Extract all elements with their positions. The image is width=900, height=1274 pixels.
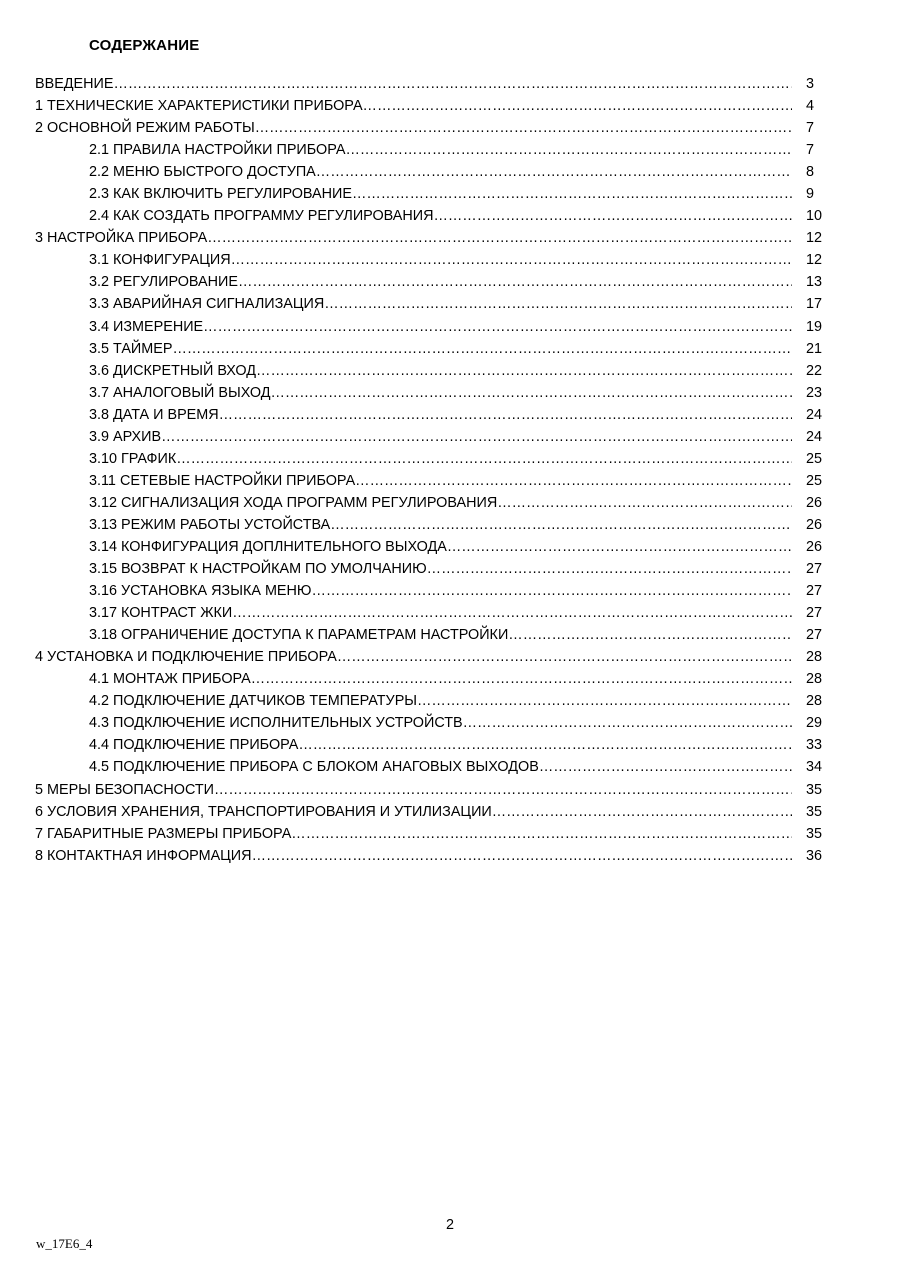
- toc-entry-page: 26: [806, 494, 823, 511]
- toc-entry-label: 3.3 АВАРИЙНАЯ СИГНАЛИЗАЦИЯ: [89, 296, 325, 313]
- toc-entry-line: [89, 161, 792, 183]
- toc-entry-line: [35, 227, 792, 249]
- toc-entry-page: 3: [806, 76, 815, 92]
- toc-entry[interactable]: [0, 536, 900, 558]
- toc-entry-label: 3.17 КОНТРАСТ ЖКИ: [89, 605, 233, 622]
- toc-dot-leader: [355, 470, 792, 492]
- toc-entry-label: 3 НАСТРОЙКА ПРИБОРА: [35, 230, 208, 247]
- toc-entry-line: [89, 183, 792, 205]
- toc-dot-leader: [434, 205, 792, 227]
- toc-entry[interactable]: [0, 293, 900, 315]
- toc-entry-line: [35, 801, 792, 823]
- toc-entry-label: 3.13 РЕЖИМ РАБОТЫ УСТОЙСТВА: [89, 516, 331, 533]
- toc-entry-label: 4 УСТАНОВКА И ПОДКЛЮЧЕНИЕ ПРИБОРА: [35, 649, 337, 666]
- toc-dot-leader: [492, 801, 792, 823]
- toc-entry[interactable]: [0, 183, 900, 205]
- toc-entry[interactable]: [0, 161, 900, 183]
- toc-entry[interactable]: [0, 271, 900, 293]
- toc-dot-leader: [172, 338, 792, 360]
- toc-entry-page: 13: [806, 274, 823, 291]
- toc-entry-line: [89, 139, 792, 161]
- toc-entry-page: 28: [806, 693, 823, 710]
- toc-entry-page: 23: [806, 384, 823, 401]
- toc-dot-leader: [508, 624, 792, 646]
- toc-entry-label: 1 ТЕХНИЧЕСКИЕ ХАРАКТЕРИСТИКИ ПРИБОРА: [35, 98, 363, 115]
- toc-entry-label: 2.3 КАК ВКЛЮЧИТЬ РЕГУЛИРОВАНИЕ: [89, 186, 352, 203]
- toc-entry[interactable]: [0, 646, 900, 668]
- toc-dot-leader: [255, 117, 792, 139]
- toc-dot-leader: [219, 404, 792, 426]
- toc-entry-line: [89, 624, 792, 646]
- toc-entry-page: 22: [806, 362, 823, 379]
- toc-entry-label: 3.15 ВОЗВРАТ К НАСТРОЙКАМ ПО УМОЛЧАНИЮ: [89, 561, 427, 578]
- toc-dot-leader: [207, 227, 792, 249]
- toc-entry-page: 35: [806, 781, 823, 798]
- toc-entry-label: 3.14 КОНФИГУРАЦИЯ ДОПЛНИТЕЛЬНОГО ВЫХОДА: [89, 538, 447, 555]
- toc-entry[interactable]: [0, 139, 900, 161]
- toc-dot-leader: [203, 316, 792, 338]
- toc-entry-label: 5 МЕРЫ БЕЗОПАСНОСТИ: [35, 781, 215, 798]
- toc-dot-leader: [352, 183, 792, 205]
- toc-entry-page: 24: [806, 428, 823, 445]
- toc-entry[interactable]: [0, 558, 900, 580]
- toc-entry[interactable]: [0, 580, 900, 602]
- toc-entry-page: 25: [806, 472, 823, 489]
- toc-entry-page: 34: [806, 759, 823, 776]
- toc-entry-page: 27: [806, 583, 823, 600]
- toc-entry-label: 4.5 ПОДКЛЮЧЕНИЕ ПРИБОРА С БЛОКОМ АНАГОВЫХ ВЫХОДОВ: [89, 759, 539, 776]
- toc-entry[interactable]: [0, 779, 900, 801]
- toc-entry-page: 9: [806, 186, 815, 203]
- toc-entry-label: 8 КОНТАКТНАЯ ИНФОРМАЦИЯ: [35, 847, 252, 864]
- toc-dot-leader: [324, 293, 792, 315]
- table-of-contents: [0, 73, 900, 867]
- toc-entry-label: 4.1 МОНТАЖ ПРИБОРА: [89, 671, 251, 688]
- toc-entry-label: 4.2 ПОДКЛЮЧЕНИЕ ДАТЧИКОВ ТЕМПЕРАТУРЫ: [89, 693, 418, 710]
- toc-entry-line: [35, 117, 792, 139]
- toc-entry-page: 12: [806, 230, 823, 247]
- toc-dot-leader: [417, 690, 792, 712]
- toc-entry-label: 4.4 ПОДКЛЮЧЕНИЕ ПРИБОРА: [89, 737, 299, 754]
- toc-entry-line: [89, 668, 792, 690]
- toc-entry[interactable]: [0, 117, 900, 139]
- toc-entry[interactable]: [0, 492, 900, 514]
- toc-entry-page: 21: [806, 340, 823, 357]
- toc-entry-label: 3.9 АРХИВ: [89, 428, 162, 445]
- toc-entry-label: 3.6 ДИСКРЕТНЫЙ ВХОД: [89, 362, 257, 379]
- toc-entry-page: 33: [806, 737, 823, 754]
- toc-entry-label: 3.2 РЕГУЛИРОВАНИЕ: [89, 274, 238, 291]
- toc-entry[interactable]: [0, 338, 900, 360]
- toc-entry-page: 7: [806, 142, 815, 159]
- toc-dot-leader: [232, 602, 792, 624]
- toc-entry-page: 26: [806, 538, 823, 555]
- toc-entry[interactable]: [0, 602, 900, 624]
- toc-entry[interactable]: [0, 470, 900, 492]
- toc-dot-leader: [363, 95, 792, 117]
- toc-entry-page: 12: [806, 252, 823, 269]
- toc-entry-label: 3.16 УСТАНОВКА ЯЗЫКА МЕНЮ: [89, 583, 312, 600]
- toc-dot-leader: [291, 823, 792, 845]
- toc-entry-line: [89, 734, 792, 756]
- toc-entry-page: 27: [806, 605, 823, 622]
- toc-entry-label: 2 ОСНОВНОЙ РЕЖИМ РАБОТЫ: [35, 120, 255, 137]
- toc-dot-leader: [337, 646, 792, 668]
- toc-entry[interactable]: [0, 668, 900, 690]
- toc-entry-label: 3.1 КОНФИГУРАЦИЯ: [89, 252, 231, 269]
- toc-entry-line: [89, 271, 792, 293]
- page-number: 2: [445, 1217, 454, 1233]
- toc-entry-label: 3.7 АНАЛОГОВЫЙ ВЫХОД: [89, 384, 271, 401]
- toc-entry[interactable]: [0, 73, 900, 95]
- toc-entry-label: 3.4 ИЗМЕРЕНИЕ: [89, 318, 204, 335]
- toc-entry-line: [35, 646, 792, 668]
- toc-entry-line: [35, 95, 792, 117]
- toc-entry-line: [35, 73, 792, 95]
- toc-entry[interactable]: [0, 316, 900, 338]
- toc-entry-line: [89, 690, 792, 712]
- toc-entry[interactable]: [0, 690, 900, 712]
- toc-dot-leader: [270, 382, 792, 404]
- toc-entry[interactable]: [0, 205, 900, 227]
- toc-entry-page: 24: [806, 406, 823, 423]
- toc-entry-label: 2.2 МЕНЮ БЫСТРОГО ДОСТУПА: [89, 164, 316, 181]
- toc-entry[interactable]: [0, 845, 900, 867]
- toc-entry-line: [89, 492, 792, 514]
- toc-entry-label: 3.11 СЕТЕВЫЕ НАСТРОЙКИ ПРИБОРА: [89, 472, 356, 489]
- toc-entry-line: [35, 823, 792, 845]
- toc-title: СОДЕРЖАНИЕ: [89, 37, 200, 54]
- toc-dot-leader: [251, 668, 792, 690]
- toc-entry-label: ВВЕДЕНИЕ: [35, 76, 114, 92]
- toc-entry[interactable]: [0, 95, 900, 117]
- toc-entry-line: [89, 382, 792, 404]
- toc-entry-line: [89, 448, 792, 470]
- toc-entry-page: 29: [806, 715, 823, 732]
- toc-dot-leader: [161, 426, 792, 448]
- toc-entry[interactable]: [0, 514, 900, 536]
- toc-entry-page: 8: [806, 164, 815, 181]
- toc-dot-leader: [497, 492, 792, 514]
- toc-dot-leader: [252, 845, 792, 867]
- toc-entry-line: [89, 580, 792, 602]
- toc-entry-line: [89, 426, 792, 448]
- toc-entry-label: 2.4 КАК СОЗДАТЬ ПРОГРАММУ РЕГУЛИРОВАНИЯ: [89, 208, 434, 225]
- toc-entry-line: [89, 360, 792, 382]
- toc-entry-page: 35: [806, 803, 823, 820]
- toc-entry-page: 26: [806, 516, 823, 533]
- toc-entry-page: 28: [806, 671, 823, 688]
- toc-entry-page: 19: [806, 318, 823, 335]
- toc-entry-label: 3.10 ГРАФИК: [89, 450, 177, 467]
- toc-entry[interactable]: [0, 448, 900, 470]
- toc-dot-leader: [316, 161, 792, 183]
- toc-entry-line: [89, 602, 792, 624]
- toc-entry-label: 7 ГАБАРИТНЫЕ РАЗМЕРЫ ПРИБОРА: [35, 825, 292, 842]
- toc-entry-line: [89, 756, 792, 778]
- toc-dot-leader: [330, 514, 792, 536]
- toc-dot-leader: [345, 139, 792, 161]
- toc-entry-line: [89, 249, 792, 271]
- toc-entry-line: [89, 558, 792, 580]
- toc-entry-line: [89, 712, 792, 734]
- toc-entry[interactable]: [0, 823, 900, 845]
- document-id: w_17E6_4: [36, 1236, 93, 1251]
- toc-dot-leader: [447, 536, 792, 558]
- toc-entry[interactable]: [0, 801, 900, 823]
- toc-entry-page: 10: [806, 208, 823, 225]
- toc-entry[interactable]: [0, 712, 900, 734]
- toc-entry-label: 2.1 ПРАВИЛА НАСТРОЙКИ ПРИБОРА: [89, 142, 346, 159]
- toc-dot-leader: [311, 580, 792, 602]
- toc-dot-leader: [238, 271, 792, 293]
- toc-entry[interactable]: [0, 624, 900, 646]
- toc-entry-label: 6 УСЛОВИЯ ХРАНЕНИЯ, ТРАНСПОРТИРОВАНИЯ И УТИЛИЗАЦИИ: [35, 803, 492, 820]
- toc-entry[interactable]: [0, 249, 900, 271]
- toc-entry-page: 36: [806, 847, 823, 864]
- toc-entry-line: [89, 404, 792, 426]
- toc-dot-leader: [298, 734, 792, 756]
- toc-dot-leader: [176, 448, 792, 470]
- toc-dot-leader: [231, 249, 792, 271]
- toc-entry-page: 35: [806, 825, 823, 842]
- toc-dot-leader: [463, 712, 792, 734]
- toc-entry-line: [89, 316, 792, 338]
- toc-entry-page: 28: [806, 649, 823, 666]
- toc-entry-page: 17: [806, 296, 823, 313]
- toc-entry-line: [35, 845, 792, 867]
- toc-entry[interactable]: [0, 227, 900, 249]
- toc-entry-line: [89, 205, 792, 227]
- toc-entry[interactable]: [0, 426, 900, 448]
- toc-dot-leader: [113, 73, 792, 95]
- toc-entry-page: 27: [806, 561, 823, 578]
- toc-entry-line: [89, 514, 792, 536]
- toc-entry-page: 7: [806, 120, 815, 137]
- toc-entry[interactable]: [0, 734, 900, 756]
- toc-dot-leader: [539, 756, 792, 778]
- toc-entry-label: 3.12 СИГНАЛИЗАЦИЯ ХОДА ПРОГРАММ РЕГУЛИРОВАНИЯ: [89, 494, 498, 511]
- toc-entry-line: [89, 536, 792, 558]
- toc-entry[interactable]: [0, 404, 900, 426]
- toc-entry-line: [89, 293, 792, 315]
- toc-entry-line: [35, 779, 792, 801]
- toc-dot-leader: [427, 558, 792, 580]
- toc-entry-label: 3.18 ОГРАНИЧЕНИЕ ДОСТУПА К ПАРАМЕТРАМ НАСТРОЙКИ: [89, 627, 509, 644]
- toc-entry[interactable]: [0, 360, 900, 382]
- toc-entry-page: 4: [806, 98, 815, 115]
- toc-entry-line: [89, 338, 792, 360]
- toc-entry[interactable]: [0, 382, 900, 404]
- toc-dot-leader: [214, 779, 792, 801]
- toc-entry-line: [89, 470, 792, 492]
- toc-entry[interactable]: [0, 756, 900, 778]
- toc-entry-label: 3.8 ДАТА И ВРЕМЯ: [89, 406, 219, 423]
- toc-entry-label: 4.3 ПОДКЛЮЧЕНИЕ ИСПОЛНИТЕЛЬНЫХ УСТРОЙСТВ: [89, 715, 463, 732]
- toc-entry-label: 3.5 ТАЙМЕР: [89, 340, 173, 357]
- toc-dot-leader: [256, 360, 792, 382]
- toc-entry-page: 25: [806, 450, 823, 467]
- toc-entry-page: 27: [806, 627, 823, 644]
